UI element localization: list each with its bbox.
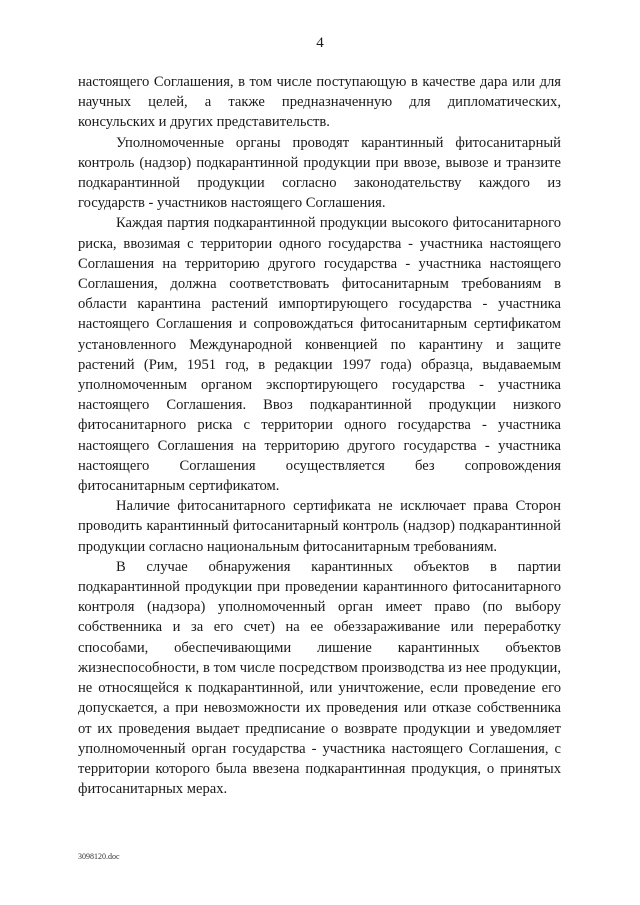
paragraph-4: Наличие фитосанитарного сертификата не исключает права Сторон проводить карантинный фитосанитарный контроль (надзор) подкарантинной продукции согласно национальным фитосанитарным требованиям. [78,498,561,555]
document-body [78,72,561,799]
paragraph-3: Каждая партия подкарантинной продукции высокого фитосанитарного риска, ввозимая с территории одного государства - участника настоящего Соглашения на территорию другого государства - участника настоящего Соглашения, должна соответствовать фитосанитарным требованиям в области карантина растений импортирующего государства - участника настоящего Соглашения и сопровождаться фитосанитарным сертификатом установленного Международной конвенцией по карантину и защите растений (Рим, 1951 год, в редакции 1997 года) образца, выдаваемым уполномоченным органом экспортирующего государства - участника настоящего Соглашения. Ввоз подкарантинной продукции низкого фитосанитарного риска с территории одного государства - участника настоящего Соглашения на территорию другого государства - участника настоящего Соглашения осуществляется без сопровождения фитосанитарным сертификатом. [78,215,561,495]
paragraph-5: В случае обнаружения карантинных объектов в партии подкарантинной продукции при проведении карантинного фитосанитарного контроля (надзора) уполномоченный орган имеет право (по выбору собственника и за его счет) на ее обеззараживание или переработку способами, обеспечивающими лишение карантинных объектов жизнеспособности, в том числе посредством производства из нее продукции, не относящейся к подкарантинной, или уничтожение, если проведение его допускается, а при невозможности их проведения или отказе собственника от их проведения выдает предписание о возврате продукции и уведомляет уполномоченный орган государства - участника настоящего Соглашения, с территории которого была ввезена подкарантинная продукция, о принятых фитосанитарных мерах. [78,558,561,798]
page-number: 4 [316,35,324,51]
footer-filename: 3098120.doc [78,852,120,861]
paragraph-1: настоящего Соглашения, в том числе поступающую в качестве дара или для научных целей, а также предназначенную для дипломатических, консульских и других представительств. [78,74,561,131]
paragraph-2: Уполномоченные органы проводят карантинный фитосанитарный контроль (надзор) подкарантинной продукции при ввозе, вывозе и транзите подкарантинной продукции согласно законодательству каждого из государств - участников настоящего Соглашения. [78,134,561,212]
